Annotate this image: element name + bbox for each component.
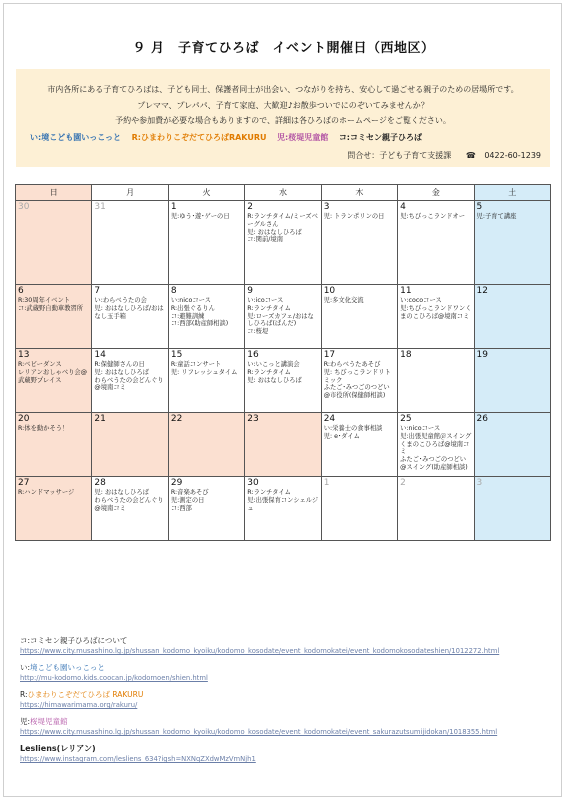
calendar-day-cell (398, 349, 474, 413)
legend (30, 133, 430, 143)
calendar-week-row (16, 413, 551, 477)
day-number: 19 (476, 350, 488, 360)
calendar-day-cell (474, 413, 550, 477)
link-prefix-jidokan: 児: (20, 717, 31, 726)
page-title: ９ 月 子育てひろば イベント開催日（西地区） (132, 41, 435, 56)
day-events: R:30周年イベント コ:武蔵野自動車教習所 (18, 297, 84, 312)
calendar-day-cell (168, 349, 244, 413)
calendar-day-cell (321, 349, 397, 413)
day-number: 13 (18, 350, 30, 360)
weekday-sun: 日 (16, 185, 92, 201)
day-events: R:童話コンサート 児: リフレッシュタイム (170, 361, 238, 376)
day-number: 10 (323, 286, 336, 296)
calendar-day-cell (398, 477, 474, 541)
calendar-day-cell (16, 477, 92, 541)
calendar-day-cell (168, 201, 244, 285)
day-number: 2 (247, 202, 253, 212)
day-number: 30 (247, 478, 259, 488)
day-events: R:ランチタイム/ミーズベーグルさん 児: おはなしひろば コ:関前/境南 (247, 213, 318, 244)
day-number: 1 (170, 202, 177, 212)
calendar-day-cell (245, 201, 321, 285)
link-prefix-ikotto: い: (20, 663, 31, 672)
weekday-thu: 木 (321, 185, 397, 201)
day-events: 児:ゆう･遊･ゲーの日 (170, 213, 230, 220)
calendar-day-cell (16, 285, 92, 349)
day-events: 児: トランポリンの日 (323, 213, 385, 220)
weekday-mon: 月 (92, 185, 168, 201)
day-number: 18 (400, 350, 412, 360)
day-number: 31 (94, 202, 106, 212)
day-number: 16 (247, 350, 259, 360)
calendar-day-cell (168, 413, 244, 477)
day-events: R:ベビーダンス レリアンおしゃべり会@武蔵野プレイス (18, 361, 88, 384)
day-number: 8 (170, 286, 177, 296)
link-name-jidokan: 桜堤児童館 (30, 717, 68, 726)
calendar-day-cell (474, 285, 550, 349)
calendar-day-cell (245, 285, 321, 349)
contact-phone: 0422-60-1239 (484, 151, 541, 160)
calendar-day-cell (92, 477, 168, 541)
day-events: 児:子育て講座 (476, 213, 517, 220)
calendar-week-row (16, 201, 551, 285)
day-number: 2 (400, 478, 406, 488)
calendar-day-cell (321, 477, 397, 541)
day-events: R:体を動かそう！ (18, 425, 69, 432)
calendar-day-cell (398, 285, 474, 349)
phone-icon: ☎ (465, 151, 476, 160)
link-name-rakuru: ひまわりこぞだてひろば RAKURU (27, 690, 144, 699)
calendar-day-cell (16, 201, 92, 285)
calendar-day-cell (245, 349, 321, 413)
day-number: 7 (94, 286, 101, 296)
calendar-day-cell (321, 285, 397, 349)
weekday-fri: 金 (398, 185, 474, 201)
day-events: い:cocoコース 児:ちびっこランドワンくまのこひろば@境南コミ (400, 297, 472, 320)
day-events: R:ランチタイム 児:出張保育コンシェルジュ (247, 489, 319, 512)
day-number: 14 (94, 350, 106, 360)
legend-jidokan: 児:桜堤児童館 (277, 133, 329, 142)
legend-rakuru: R:ひまわりこぞだてひろばRAKURU (131, 133, 267, 142)
link-url-rakuru[interactable]: https://himawarimama.org/rakuru/ (20, 701, 138, 709)
calendar-week-row (16, 349, 551, 413)
day-number: 25 (400, 414, 412, 424)
link-prefix-rakuru: R: (20, 690, 28, 699)
link-label-rakuru (20, 690, 550, 700)
day-events: 児:ちびっこランドオー (400, 213, 466, 220)
calendar-day-cell (321, 201, 397, 285)
link-url-komisen[interactable]: https://www.city.musashino.lg.jp/shussan_kodomo_kyoiku/kodomo_kosodate/event_kodomokatei/event_kodomokosodateshien/1012272.html (20, 647, 500, 655)
calendar-day-cell (245, 413, 321, 477)
day-events: 児:多文化交流 (323, 297, 364, 304)
day-number: 21 (94, 414, 106, 424)
day-number: 17 (323, 350, 336, 360)
day-events: い:栄養士の食事相談 児: e･ダイム (323, 425, 383, 440)
weekday-tue: 火 (168, 185, 244, 201)
info-note: 予約や参加費が必要な場合もありますので、詳細は各ひろばのホームページをご覧ください。 (115, 116, 451, 125)
calendar-day-cell (92, 349, 168, 413)
links-section (20, 636, 550, 771)
weekday-wed: 水 (245, 185, 321, 201)
day-events: 児: おはなしひろば わらべうたの会どんぐり@境南コミ (94, 489, 164, 512)
day-number: 3 (323, 202, 330, 212)
calendar-week-row (16, 285, 551, 349)
link-label-jidokan (20, 717, 550, 727)
calendar-day-cell (474, 477, 550, 541)
day-number: 9 (247, 286, 253, 296)
weekday-header-row (16, 185, 551, 201)
legend-komisen: コ:コミセン親子ひろば (338, 133, 423, 142)
day-number: 1 (323, 478, 330, 488)
day-number: 3 (476, 478, 483, 488)
link-url-ikotto[interactable]: http://mu-kodomo.kids.coocan.jp/kodomoen/shien.html (20, 674, 208, 682)
day-number: 26 (476, 414, 488, 424)
day-number: 29 (170, 478, 183, 488)
link-label-lesliens: Lesliens(レリアン) (20, 744, 96, 753)
calendar-day-cell (16, 413, 92, 477)
calendar-day-cell (16, 349, 92, 413)
calendar-day-cell (474, 349, 550, 413)
day-events: い:わらべうたの会 児: おはなしひろば/おはなし玉手箱 (94, 297, 164, 320)
day-number: 20 (18, 414, 30, 424)
calendar-day-cell (398, 413, 474, 477)
day-number: 30 (18, 202, 30, 212)
day-events: R:保健師さんの日 児: おはなしひろば わらべうたの会どんぐり@境南コミ (94, 361, 164, 392)
info-intro: 市内各所にある子育てひろばは、子ども同士、保護者同士が出会い、つながりを持ち、安心して過ごせる親子のための居場所です。 (47, 85, 519, 94)
day-number: 22 (170, 414, 183, 424)
calendar-day-cell (245, 477, 321, 541)
link-name-ikotto: 境こども園いっこっと (30, 663, 105, 672)
day-number: 12 (476, 286, 488, 296)
weekday-sat: 土 (474, 185, 550, 201)
calendar-day-cell (321, 413, 397, 477)
day-events: い:nicoコース R:出張ぐるりん コ:避難訓練 コ:西部(助産師相談) (170, 297, 229, 328)
day-events: R:音楽あそび 児:測定の日 コ:西部 (170, 489, 209, 512)
day-number: 5 (476, 202, 483, 212)
link-url-lesliens[interactable]: https://www.instagram.com/lesliens_634?igsh=NXNqZXdwMzVmNjh1 (20, 755, 256, 763)
calendar-day-cell (474, 201, 550, 285)
day-number: 6 (18, 286, 24, 296)
calendar-day-cell (168, 285, 244, 349)
event-calendar (15, 184, 551, 541)
info-welcome: プレママ、プレパパ、子育て家庭、大歓迎♪お散歩ついでにのぞいてみませんか？ (137, 101, 429, 110)
calendar-day-cell (168, 477, 244, 541)
calendar-day-cell (398, 201, 474, 285)
link-label-ikotto (20, 663, 550, 673)
calendar-day-cell (92, 201, 168, 285)
day-events: い:icoコース R:ランチタイム 児:ローズカフェ/おはなしひろば(ぱんだ) コ:桜堤 (247, 297, 314, 336)
calendar-day-cell (92, 413, 168, 477)
day-number: 27 (18, 478, 30, 488)
legend-ikotto: い:境こども園いっこっと (30, 133, 122, 142)
calendar-day-cell (92, 285, 168, 349)
day-number: 11 (400, 286, 412, 296)
contact-label: 問合せ：子ども子育て支援課 (347, 151, 452, 160)
day-number: 24 (323, 414, 336, 424)
day-number: 23 (247, 414, 259, 424)
link-url-jidokan[interactable]: https://www.city.musashino.lg.jp/shussan_kodomo_kyoiku/kodomo_kosodate/event_kodomokatei/event_sakurazutsumijidokan/1018355.html (20, 728, 498, 736)
link-label-komisen: コ:コミセン親子ひろばについて (20, 636, 128, 645)
day-number: 15 (170, 350, 183, 360)
contact-info (347, 151, 541, 161)
calendar-week-row (16, 477, 551, 541)
day-number: 4 (400, 202, 406, 212)
day-number: 28 (94, 478, 106, 488)
day-events: R:わらべうたあそび 児: ちびっこランドリトミック ふたご･みつごのつどい@市役所(保健師相談) (323, 361, 391, 400)
day-events: R:ハンドマッサージ (18, 489, 75, 496)
day-events: い:いこっと講演会 R:ランチタイム 児: おはなしひろば (247, 361, 302, 384)
day-events: い:nicoコース 児:出張児童館＠スイングくまのこひろば@境南コミ ふたご･みつごのつどい@スイング(助産師相談) (400, 425, 472, 471)
